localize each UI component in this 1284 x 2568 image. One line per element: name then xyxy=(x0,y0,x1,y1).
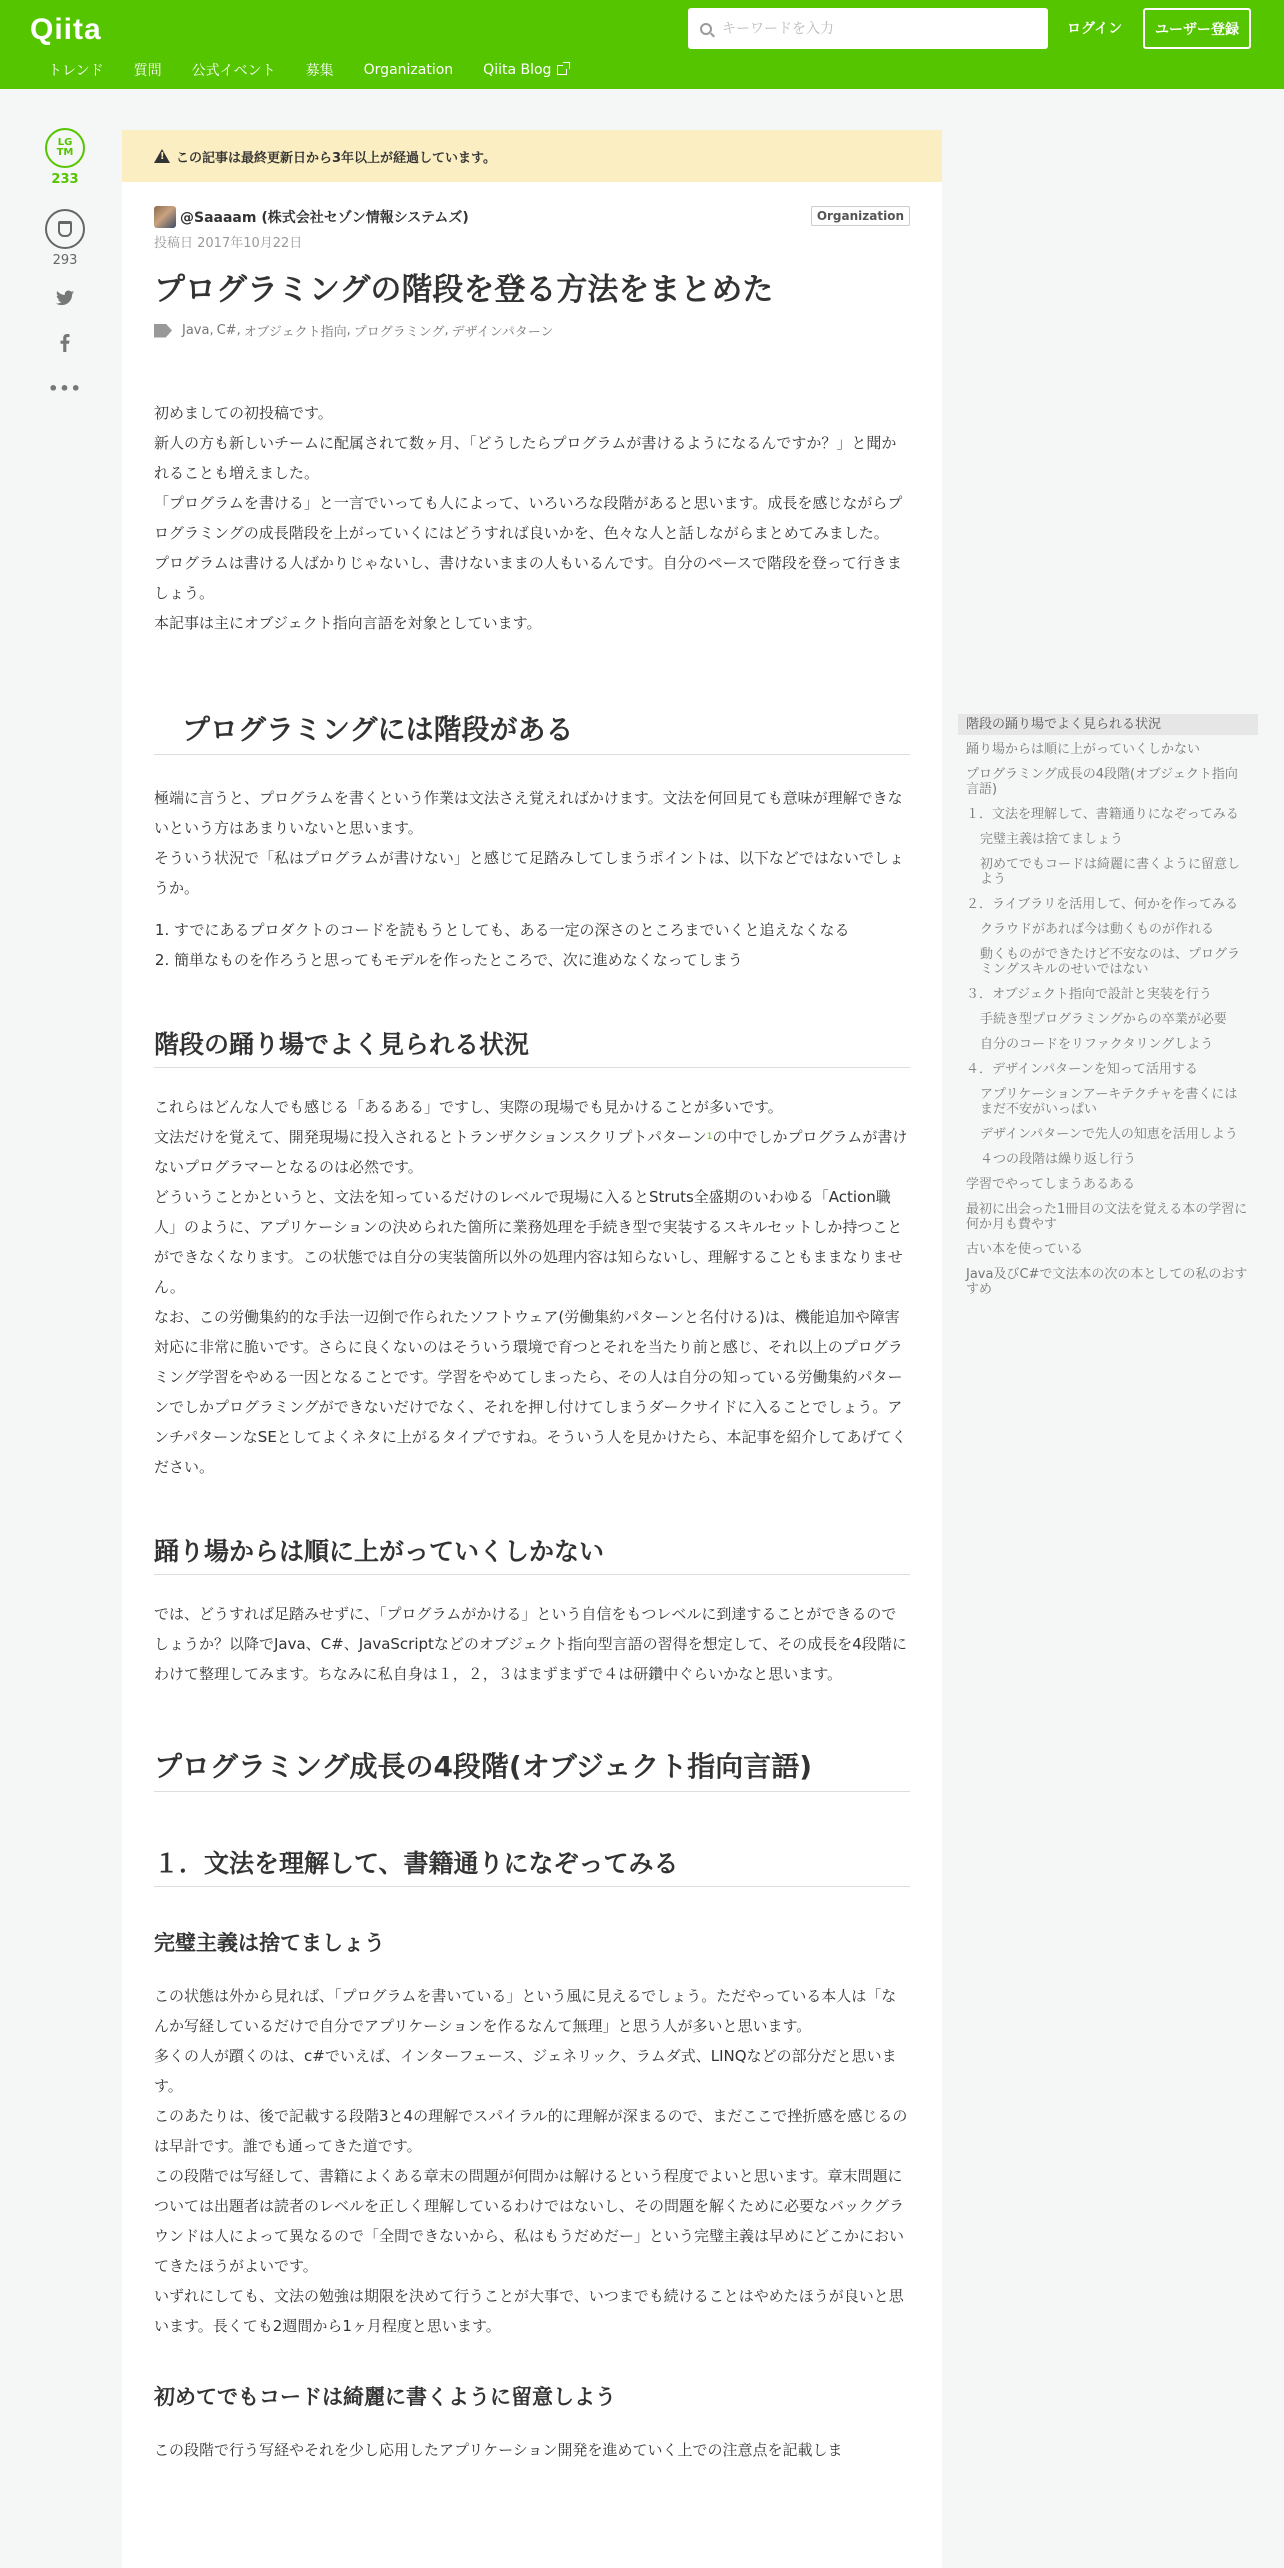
tag-programming[interactable]: プログラミング xyxy=(353,325,445,340)
more-icon[interactable]: ••• xyxy=(48,379,82,398)
search-icon xyxy=(700,23,712,35)
stock-button[interactable] xyxy=(45,209,85,249)
toc-item[interactable]: 最初に出会った1冊目の文法を覚える本の学習に何か月も費やす xyxy=(966,1202,1248,1232)
toc-item[interactable]: ３．オブジェクト指向で設計と実装を行う xyxy=(966,987,1212,1002)
toc-item[interactable]: ２．ライブラリを活用して、何かを作ってみる xyxy=(966,897,1238,912)
tag-design-pattern[interactable]: デザインパターン xyxy=(451,325,554,340)
paragraph: これらはどんな人でも感じる「あるある」ですし、実際の現場でも見かけることが多いです。 xyxy=(154,1098,783,1116)
toc-item[interactable]: クラウドがあれば今は動くものが作れる xyxy=(980,922,1215,937)
posted-date: 投稿日 2017年10月22日 xyxy=(154,236,303,251)
nav-events[interactable]: 公式イベント xyxy=(191,63,276,79)
toc-item[interactable]: 階段の踊り場でよく見られる状況 xyxy=(958,714,1258,735)
avatar[interactable] xyxy=(154,206,176,228)
search-box[interactable] xyxy=(688,8,1048,49)
toc-item[interactable]: 完璧主義は捨てましょう xyxy=(980,832,1124,847)
list-item: 2. 簡単なものを作ろうと思ってもモデルを作ったところで、次に進めなくなってしまう xyxy=(174,945,910,975)
outdated-warning xyxy=(122,130,942,182)
ordered-list xyxy=(174,915,910,975)
subsection-heading: 完璧主義は捨てましょう xyxy=(154,1931,385,1955)
signup-button[interactable]: ユーザー登録 xyxy=(1143,8,1251,49)
section-heading: プログラミング成長の4段階(オブジェクト指向言語) xyxy=(154,1747,910,1792)
subsection-heading: 初めてでもコードは綺麗に書くように留意しよう xyxy=(154,2385,616,2409)
toc-item[interactable]: アプリケーションアーキテクチャを書くにはまだ不安がいっぱい xyxy=(980,1087,1238,1117)
qiita-logo[interactable]: Qiita xyxy=(30,13,102,46)
toc-item[interactable]: 学習でやってしまうあるある xyxy=(966,1177,1136,1192)
section-heading: プログラミングには階段がある xyxy=(154,710,910,755)
paragraph: 「プログラムを書ける」と一言でいっても人によって、いろいろな段階があると思います。成長を感じながらプログラミングの成長階段を上がっていくにはどうすれば良いかを、色々な人と話しながらまとめてみました。 xyxy=(154,494,903,542)
paragraph: この段階では写経して、書籍によくある章末の問題が何問かは解けるという程度でよいと思います。章末問題については出題者は読者のレベルを正しく理解しているわけではないし、その問題を解くために必要なバックグラウンドは人によって異なるので「全問できないから、私はもうだめだー」という完璧主義は早めにどこかにおいてきたほうがよいです。 xyxy=(154,2167,905,2275)
toc-item[interactable]: Java及びC#で文法本の次の本としての私のおすすめ xyxy=(966,1267,1248,1297)
facebook-icon[interactable] xyxy=(40,334,90,356)
lgtm-button[interactable] xyxy=(45,128,85,168)
tag-list: Java , C# , オブジェクト指向 , プログラミング , デザインパターン xyxy=(154,321,910,340)
stock-icon xyxy=(58,221,72,237)
author-name[interactable]: @Saaaam (株式会社セゾン情報システムズ) xyxy=(180,210,469,226)
login-link[interactable]: ログイン xyxy=(1067,21,1123,37)
paragraph: では、どうすれば足踏みせずに、「プログラムがかける」という自信をもつレベルに到達することができるのでしょうか？以降でJava、C#、JavaScriptなどのオブジェクト指向型言語の習得を想定して、その成長を4段階にわけて整理してみます。ちなみに私自身は１，２，３はまずまずで４は研鑽中ぐらいかなと思います。 xyxy=(154,1605,907,1683)
toc-item[interactable]: 踊り場からは順に上がっていくしかない xyxy=(966,742,1201,757)
paragraph: この状態は外から見れば、「プログラムを書いている」という風に見えるでしょう。ただやっている本人は「なんか写経しているだけで自分でアプリケーションを作るなんて無理」と思う人が多いと思います。 xyxy=(154,1987,897,2035)
section-heading: 踊り場からは順に上がっていくしかない xyxy=(154,1534,910,1575)
toc-item[interactable]: ４．デザインパターンを知って活用する xyxy=(966,1062,1198,1077)
paragraph: 本記事は主にオブジェクト指向言語を対象としています。 xyxy=(154,614,542,632)
paragraph: 初めましての初投稿です。 xyxy=(154,404,333,422)
stock-count: 293 xyxy=(52,253,78,268)
toc-item[interactable]: 古い本を使っている xyxy=(966,1242,1084,1257)
nav-trend[interactable]: トレンド xyxy=(48,63,104,79)
warning-text: この記事は最終更新日から3年以上が経過しています。 xyxy=(176,150,497,166)
article-title: プログラミングの階段を登る方法をまとめた xyxy=(154,272,774,308)
paragraph: この段階で行う写経やそれを少し応用したアプリケーション開発を進めていく上での注意点を記載しま xyxy=(154,2441,843,2459)
paragraph: そういう状況で「私はプログラムが書けない」と感じて足踏みしてしまうポイントは、以下などではないでしょうか。 xyxy=(154,849,904,897)
paragraph: プログラムは書ける人ばかりじゃないし、書けないままの人もいるんです。自分のペースで階段を登って行きましょう。 xyxy=(154,554,902,602)
nav-recruit[interactable]: 募集 xyxy=(305,63,334,79)
paragraph: どういうことかというと、文法を知っているだけのレベルで現場に入るとStruts全盛期のいわゆる「Action職人」のように、アプリケーションの決められた箇所に業務処理を手続き型で実装するスキルセットしか持つことができなくなります。この状態では自分の実装箇所以外の処理内容は知らないし、理解することもままなりません。 xyxy=(154,1188,903,1296)
article-card xyxy=(122,130,942,2568)
toc-item[interactable]: プログラミング成長の4段階(オブジェクト指向言語) xyxy=(966,767,1238,797)
search-input[interactable] xyxy=(722,21,1022,37)
toc-item[interactable]: ４つの段階は繰り返し行う xyxy=(980,1152,1137,1167)
toc-item[interactable]: １．文法を理解して、書籍通りになぞってみる xyxy=(966,807,1239,822)
nav-qiita-blog[interactable] xyxy=(483,60,567,80)
lgtm-count: 233 xyxy=(51,172,79,187)
paragraph: 文法だけを覚えて、開発現場に投入されるとトランザクションスクリプトパターン$^1$の中でしかプログラムが書けないプログラマーとなるのは必然です。 xyxy=(154,1128,908,1176)
paragraph: 多くの人が躓くのは、c#でいえば、インターフェース、ジェネリック、ラムダ式、LINQなどの部分だと思います。 xyxy=(154,2047,897,2095)
tag-oop[interactable]: オブジェクト指向 xyxy=(243,325,347,340)
nav-questions[interactable]: 質問 xyxy=(133,63,162,79)
author-row xyxy=(154,206,910,228)
paragraph: 新人の方も新しいチームに配属されて数ヶ月、「どうしたらプログラムが書けるようになるんですか？」と聞かれることも増えました。 xyxy=(154,434,897,482)
external-link-icon xyxy=(557,65,567,75)
table-of-contents xyxy=(958,714,1258,1300)
tag-java[interactable]: Java xyxy=(182,323,210,338)
warning-icon xyxy=(154,149,170,163)
paragraph: いずれにしても、文法の勉強は期限を決めて行うことが大事で、いつまでも続けることはやめたほうが良いと思います。長くても2週間から1ヶ月程度と思います。 xyxy=(154,2287,904,2335)
toc-item[interactable]: 動くものができたけど不安なのは、プログラミングスキルのせいではない xyxy=(980,947,1241,977)
nav-qiita-blog-label: Qiita Blog xyxy=(483,62,552,78)
tag-icon xyxy=(154,324,172,338)
list-item: 1. すでにあるプロダクトのコードを読もうとしても、ある一定の深さのところまでいくと追えなくなる xyxy=(174,915,910,945)
action-rail xyxy=(40,128,90,400)
nav-organization[interactable]: Organization xyxy=(363,62,454,78)
twitter-icon[interactable] xyxy=(40,290,90,312)
site-header xyxy=(0,0,1284,89)
paragraph: なお、この労働集約的な手法一辺倒で作られたソフトウェア(労働集約パターンと名付ける)は、機能追加や障害対応に非常に脆いです。さらに良くないのはそういう環境で育つとそれを当たり前と感じ、それ以上のプログラミング学習をやめる一因となることです。学習をやめてしまったら、その人は自分の知っている労働集約パターンでしかプログラミングができないだけでなく、それを押し付けてしまうダークサイドに入ることでしょう。アンチパターンなSEとしてよくネタに上がるタイプですね。そういう人を見かけたら、本記事を紹介してあげてください。 xyxy=(154,1308,907,1476)
section-heading: １．文法を理解して、書籍通りになぞってみる xyxy=(154,1846,910,1887)
paragraph: 極端に言うと、プログラムを書くという作業は文法さえ覚えればかけます。文法を何回見ても意味が理解できないという方はあまりいないと思います。 xyxy=(154,789,903,837)
toc-item[interactable]: デザインパターンで先人の知恵を活用しよう xyxy=(980,1127,1238,1142)
organization-badge: Organization xyxy=(811,206,910,226)
article-body xyxy=(154,398,910,2465)
section-heading: 階段の踊り場でよく見られる状況 xyxy=(154,1027,910,1068)
global-nav xyxy=(48,60,597,80)
toc-item[interactable]: 手続き型プログラミングからの卒業が必要 xyxy=(980,1012,1227,1027)
lgtm-label: LG TM xyxy=(56,137,74,158)
toc-item[interactable]: 自分のコードをリファクタリングしよう xyxy=(980,1037,1214,1052)
paragraph: このあたりは、後で記載する段階3と4の理解でスパイラル的に理解が深まるので、まだここで挫折感を感じるのは早計です。誰でも通ってきた道です。 xyxy=(154,2107,908,2155)
footnote-ref[interactable]: 1 xyxy=(706,1132,713,1142)
tag-csharp[interactable]: C# xyxy=(216,323,237,338)
toc-item[interactable]: 初めてでもコードは綺麗に書くように留意しよう xyxy=(980,857,1241,887)
